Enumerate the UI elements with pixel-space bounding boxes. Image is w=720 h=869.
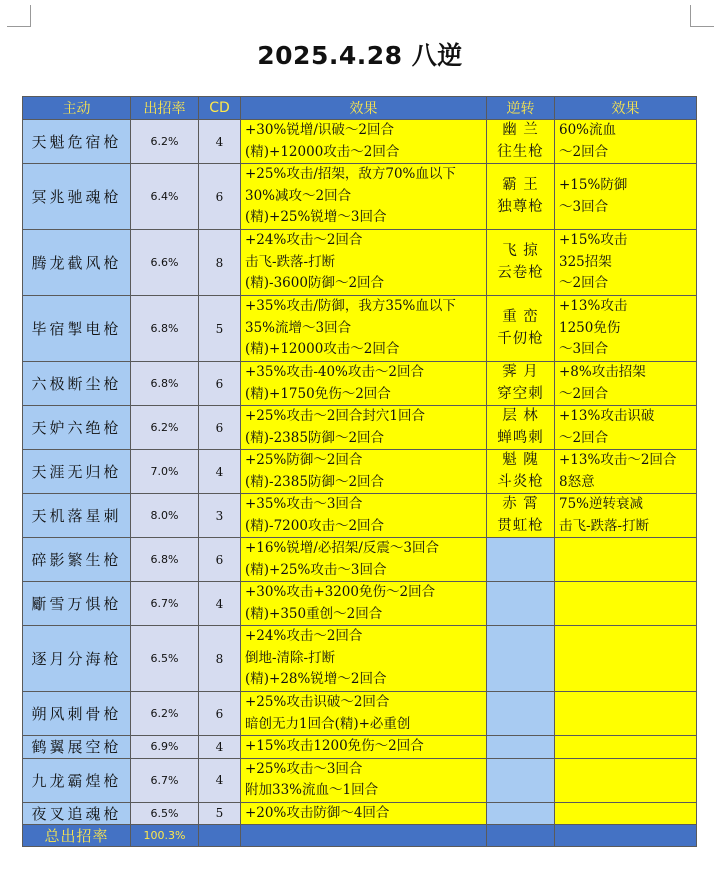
effect-line: (精)-7200攻击～2回合: [245, 517, 385, 534]
table-row: [23, 538, 697, 582]
reversal-effect-cell: [555, 296, 697, 362]
effect-line: +25%防御～2回合: [245, 452, 363, 468]
skill-effect-cell: [241, 736, 487, 759]
skill-name-cell: 逐月分海枪: [23, 626, 131, 692]
reversal-name-cell: [487, 120, 555, 164]
reversal-name-line: 贯虹枪: [497, 517, 544, 534]
table-row: [23, 626, 697, 692]
skill-cd-cell: 6: [199, 406, 241, 450]
reversal-effect-line: +13%攻击识破: [559, 408, 655, 424]
table-row: [23, 164, 697, 230]
skill-effect-cell: [241, 406, 487, 450]
reversal-name-line: 魁 隗: [502, 452, 539, 468]
skill-cd-cell: 6: [199, 538, 241, 582]
skill-name-cell: 腾龙截风枪: [23, 230, 131, 296]
reversal-effect-empty-cell: [555, 692, 697, 736]
reversal-effect-line: 1250免伤: [559, 319, 621, 336]
reversal-name-line: 蝉鸣刺: [497, 429, 544, 446]
reversal-effect-empty-cell: [555, 538, 697, 582]
reversal-effect-cell: [555, 406, 697, 450]
effect-line: (精)+28%锐增～2回合: [245, 671, 387, 688]
reversal-effect-line: 325招架: [559, 253, 612, 270]
reversal-name-cell: [487, 362, 555, 406]
skill-effect-cell: [241, 582, 487, 626]
skill-effect-cell: [241, 538, 487, 582]
header-reversal: 逆转: [487, 97, 555, 120]
reversal-name-line: 云卷枪: [497, 264, 544, 281]
effect-line: (精)-2385防御～2回合: [245, 429, 385, 446]
total-empty-cell: [487, 825, 555, 847]
skill-table: [22, 96, 697, 847]
effect-line: +30%锐增/识破～2回合: [245, 122, 394, 138]
effect-line: +16%锐增/必招架/反震～3回合: [245, 540, 440, 556]
reversal-name-line: 飞 掠: [502, 243, 539, 259]
reversal-effect-line: 8怒意: [559, 473, 595, 490]
reversal-effect-cell: [555, 120, 697, 164]
skill-effect-cell: [241, 362, 487, 406]
reversal-effect-line: ～2回合: [559, 275, 609, 292]
skill-effect-cell: [241, 164, 487, 230]
skill-name-cell: 九龙霸煌枪: [23, 758, 131, 802]
skill-cd-cell: 8: [199, 626, 241, 692]
skill-rate-cell: 6.6%: [131, 230, 199, 296]
header-reversal-effect: 效果: [555, 97, 697, 120]
skill-rate-cell: 6.2%: [131, 406, 199, 450]
skill-name-cell: 碎影繁生枪: [23, 538, 131, 582]
reversal-name-line: 重 峦: [502, 309, 539, 325]
reversal-name-cell: [487, 450, 555, 494]
effect-line: 35%流增～3回合: [245, 319, 352, 336]
effect-line: +35%攻击-40%攻击～2回合: [245, 364, 424, 380]
table-row: [23, 296, 697, 362]
table-row: [23, 120, 697, 164]
effect-line: 附加33%流血～1回合: [245, 782, 379, 798]
effect-line: +25%攻击～2回合封穴1回合: [245, 408, 425, 424]
skill-cd-cell: 6: [199, 164, 241, 230]
skill-rate-cell: 6.5%: [131, 626, 199, 692]
effect-line: (精)+12000攻击～2回合: [245, 143, 400, 160]
table-row: [23, 692, 697, 736]
effect-line: +15%攻击1200免伤～2回合: [245, 738, 424, 754]
skill-effect-cell: [241, 120, 487, 164]
effect-line: 击飞-跌落-打断: [245, 253, 336, 270]
reversal-name-line: 层 林: [502, 408, 539, 424]
reversal-effect-cell: [555, 450, 697, 494]
header-rate: 出招率: [131, 97, 199, 120]
reversal-effect-line: ～3回合: [559, 198, 609, 215]
reversal-name-line: 往生枪: [497, 143, 544, 160]
total-empty-cell: [555, 825, 697, 847]
skill-name-cell: 斸雪万惧枪: [23, 582, 131, 626]
effect-line: +20%攻击防御～4回合: [245, 804, 390, 821]
skill-name-cell: 冥兆驰魂枪: [23, 164, 131, 230]
reversal-name-cell: [487, 494, 555, 538]
reversal-effect-empty-cell: [555, 758, 697, 802]
skill-cd-cell: 8: [199, 230, 241, 296]
skill-cd-cell: 4: [199, 450, 241, 494]
reversal-effect-cell: [555, 164, 697, 230]
table-header-row: [23, 97, 697, 120]
total-row: [23, 825, 697, 847]
reversal-empty-cell: [487, 736, 555, 759]
reversal-effect-line: ～3回合: [559, 341, 609, 358]
skill-cd-cell: 6: [199, 692, 241, 736]
total-value: 100.3%: [131, 825, 199, 847]
skill-effect-cell: [241, 494, 487, 538]
reversal-effect-empty-cell: [555, 802, 697, 825]
reversal-effect-line: 60%流血: [559, 122, 617, 138]
skill-name-cell: 夜叉追魂枪: [23, 802, 131, 825]
effect-line: 暗创无力1回合(精)+必重创: [245, 715, 411, 732]
skill-effect-cell: [241, 230, 487, 296]
reversal-empty-cell: [487, 582, 555, 626]
skill-cd-cell: 5: [199, 802, 241, 825]
skill-effect-cell: [241, 450, 487, 494]
skill-rate-cell: 6.4%: [131, 164, 199, 230]
reversal-effect-empty-cell: [555, 582, 697, 626]
skill-rate-cell: 6.5%: [131, 802, 199, 825]
effect-line: +25%攻击/招架，敌方70%血以下: [245, 166, 456, 183]
skill-cd-cell: 5: [199, 296, 241, 362]
reversal-name-line: 千仞枪: [497, 330, 544, 347]
skill-effect-cell: [241, 626, 487, 692]
reversal-empty-cell: [487, 626, 555, 692]
table-row: [23, 582, 697, 626]
reversal-effect-line: 击飞-跌落-打断: [559, 517, 650, 534]
skill-effect-cell: [241, 296, 487, 362]
reversal-empty-cell: [487, 692, 555, 736]
skill-cd-cell: 4: [199, 758, 241, 802]
reversal-effect-line: ～2回合: [559, 385, 609, 402]
page-corner-mark-left: [7, 5, 31, 27]
effect-line: (精)+12000攻击～2回合: [245, 341, 400, 358]
table-row: [23, 736, 697, 759]
skill-effect-cell: [241, 802, 487, 825]
table-row: [23, 494, 697, 538]
effect-line: (精)-2385防御～2回合: [245, 473, 385, 490]
reversal-effect-line: +8%攻击招架: [559, 364, 646, 380]
skill-rate-cell: 6.7%: [131, 582, 199, 626]
table-body: [23, 120, 697, 825]
skill-cd-cell: 4: [199, 120, 241, 164]
reversal-effect-line: +15%攻击: [559, 232, 628, 249]
page-title: 2025.4.28 八逆: [257, 41, 463, 70]
skill-rate-cell: 6.7%: [131, 758, 199, 802]
reversal-effect-cell: [555, 494, 697, 538]
effect-line: +30%攻击+3200免伤～2回合: [245, 584, 436, 600]
header-effect: 效果: [241, 97, 487, 120]
total-empty-cell: [199, 825, 241, 847]
skill-rate-cell: 6.9%: [131, 736, 199, 759]
effect-line: +24%攻击～2回合: [245, 232, 363, 249]
skill-name-cell: 鹤翼展空枪: [23, 736, 131, 759]
table-row: [23, 406, 697, 450]
reversal-name-line: 独尊枪: [497, 198, 544, 215]
effect-line: (精)+350重创～2回合: [245, 605, 383, 622]
table-row: [23, 802, 697, 825]
skill-rate-cell: 6.2%: [131, 692, 199, 736]
skill-cd-cell: 4: [199, 582, 241, 626]
reversal-effect-empty-cell: [555, 736, 697, 759]
effect-line: +35%攻击/防御，我方35%血以下: [245, 298, 456, 315]
effect-line: (精)-3600防御～2回合: [245, 275, 385, 292]
reversal-effect-line: ～2回合: [559, 143, 609, 160]
skill-cd-cell: 3: [199, 494, 241, 538]
skill-rate-cell: 6.2%: [131, 120, 199, 164]
table-row: [23, 230, 697, 296]
skill-name-cell: 天机落星刺: [23, 494, 131, 538]
total-label: 总出招率: [23, 825, 131, 847]
effect-line: +35%攻击～3回合: [245, 496, 363, 512]
skill-rate-cell: 6.8%: [131, 296, 199, 362]
effect-line: +25%攻击～3回合: [245, 760, 363, 777]
reversal-effect-cell: [555, 230, 697, 296]
header-active: 主动: [23, 97, 131, 120]
effect-line: (精)+25%攻击～3回合: [245, 561, 387, 578]
skill-cd-cell: 6: [199, 362, 241, 406]
skill-name-cell: 毕宿掣电枪: [23, 296, 131, 362]
skill-rate-cell: 8.0%: [131, 494, 199, 538]
effect-line: +24%攻击～2回合: [245, 628, 363, 645]
table-row: [23, 362, 697, 406]
reversal-effect-line: +13%攻击～2回合: [559, 452, 677, 468]
skill-cd-cell: 4: [199, 736, 241, 759]
header-cd: CD: [199, 97, 241, 120]
reversal-name-line: 赤 霄: [502, 496, 539, 512]
reversal-effect-line: +13%攻击: [559, 298, 628, 315]
reversal-effect-cell: [555, 362, 697, 406]
reversal-empty-cell: [487, 538, 555, 582]
skill-name-cell: 天涯无归枪: [23, 450, 131, 494]
skill-name-cell: 六极断尘枪: [23, 362, 131, 406]
reversal-effect-line: ～2回合: [559, 429, 609, 446]
reversal-empty-cell: [487, 758, 555, 802]
reversal-name-cell: [487, 230, 555, 296]
skill-effect-cell: [241, 692, 487, 736]
effect-line: (精)+1750免伤～2回合: [245, 385, 391, 402]
reversal-name-cell: [487, 296, 555, 362]
table-row: [23, 758, 697, 802]
skill-name-cell: 天魁危宿枪: [23, 120, 131, 164]
page-corner-mark-right: [690, 5, 714, 27]
skill-name-cell: 朔风刺骨枪: [23, 692, 131, 736]
skill-name-cell: 天妒六绝枪: [23, 406, 131, 450]
effect-line: 倒地-清除-打断: [245, 649, 336, 666]
reversal-effect-line: 75%逆转衰减: [559, 496, 644, 512]
reversal-name-line: 幽 兰: [502, 122, 539, 138]
reversal-name-line: 霁 月: [502, 364, 539, 380]
skill-effect-cell: [241, 758, 487, 802]
effect-line: 30%减攻～2回合: [245, 187, 352, 204]
reversal-name-line: 斗炎枪: [497, 473, 544, 490]
reversal-name-cell: [487, 406, 555, 450]
reversal-effect-line: +15%防御: [559, 177, 628, 193]
reversal-effect-empty-cell: [555, 626, 697, 692]
reversal-name-line: 穿空刺: [497, 385, 544, 402]
reversal-empty-cell: [487, 802, 555, 825]
skill-rate-cell: 6.8%: [131, 362, 199, 406]
table-row: [23, 450, 697, 494]
effect-line: (精)+25%锐增～3回合: [245, 209, 387, 226]
total-empty-cell: [241, 825, 487, 847]
reversal-name-cell: [487, 164, 555, 230]
effect-line: +25%攻击识破～2回合: [245, 694, 390, 710]
skill-rate-cell: 7.0%: [131, 450, 199, 494]
reversal-name-line: 霸 王: [502, 177, 539, 193]
skill-rate-cell: 6.8%: [131, 538, 199, 582]
